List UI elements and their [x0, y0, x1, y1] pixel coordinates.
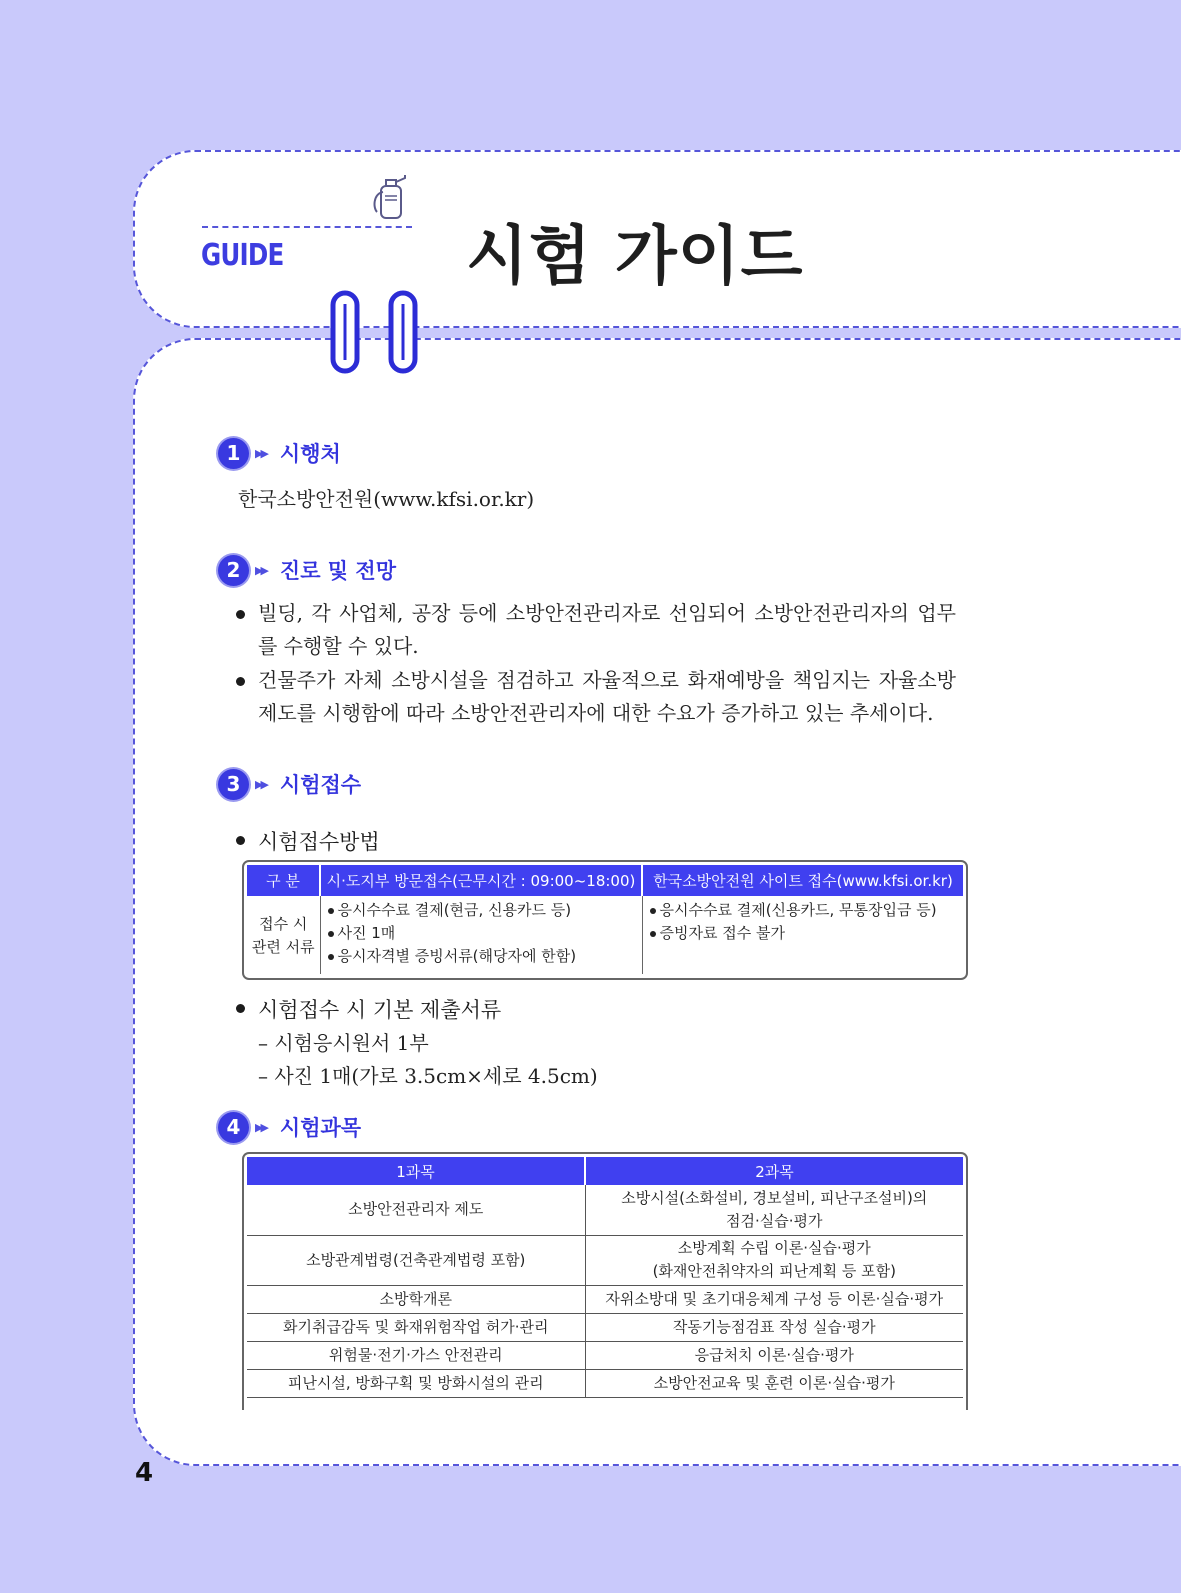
table-cell: 피난시설, 방화구획 및 방화시설의 관리 [247, 1369, 585, 1397]
table-cell [585, 1235, 963, 1285]
section-title: 진로 및 전망 [279, 559, 396, 583]
binder-ring-icon [330, 290, 360, 374]
list-item-text: 건물주가 자체 소방시설을 점검하고 자율적으로 화재예방을 책임지는 자율소방 제도를 시행함에 따라 소방안전관리자에 대한 수요가 증가하고 있는 추세이다. [258, 668, 956, 725]
document-item: – 시험응시원서 1부 [258, 1031, 429, 1055]
list-item: 응시수수료 결제(신용카드, 무통장입금 등) [644, 899, 963, 922]
subjects-table [242, 1152, 968, 1410]
binder-ring-icon [388, 290, 418, 374]
list-item-text: 시험접수방법 [258, 830, 380, 854]
cell-line: 소방계획 수립 이론·실습·평가 [677, 1239, 871, 1257]
section-number-badge: 1 [218, 438, 249, 469]
table-cell: 작동기능점검표 작성 실습·평가 [585, 1313, 963, 1341]
section-number-badge: 2 [218, 555, 249, 586]
table-cell [642, 896, 963, 974]
double-arrow-icon: ▶▶ [255, 777, 266, 791]
list-item-text: 빌딩, 각 사업체, 공장 등에 소방안전관리자로 선임되어 소방안전관리자의 업무를 수행할 수 있다. [258, 601, 956, 658]
bullet-icon [236, 836, 245, 845]
list-item: 응시수수료 결제(현금, 신용카드 등) [322, 899, 641, 922]
table-cell [320, 896, 642, 974]
double-arrow-icon: ▶▶ [255, 1120, 266, 1134]
list-item: 사진 1매 [322, 922, 641, 945]
document-item: – 사진 1매(가로 3.5cm×세로 4.5cm) [258, 1064, 598, 1088]
organization-text: 한국소방안전원(www.kfsi.or.kr) [238, 487, 535, 511]
guide-divider [202, 226, 412, 228]
row-label-line: 관련 서류 [251, 938, 315, 956]
table-row [247, 1341, 963, 1369]
table-row [247, 1235, 963, 1285]
list-item: 증빙자료 접수 불가 [644, 922, 963, 945]
table-row [247, 1313, 963, 1341]
table-cell: 소방안전교육 및 훈련 이론·실습·평가 [585, 1369, 963, 1397]
table-row-label [247, 896, 320, 974]
double-arrow-icon: ▶▶ [255, 563, 266, 577]
table-cell [585, 1185, 963, 1235]
cell-line: 소방시설(소화설비, 경보설비, 피난구조설비)의 [621, 1188, 928, 1207]
table-cell: 소방관계법령(건축관계법령 포함) [247, 1235, 585, 1285]
table-cell: 소방학개론 [247, 1285, 585, 1313]
section-title: 시험과목 [279, 1116, 362, 1140]
table-cell: 위험물·전기·가스 안전관리 [247, 1341, 585, 1369]
table-header: 시·도지부 방문접수(근무시간 : 09:00~18:00) [320, 865, 642, 896]
guide-label: GUIDE [201, 238, 284, 273]
section-heading-4 [218, 1111, 361, 1143]
fire-extinguisher-icon [371, 172, 411, 222]
table-cell: 화기취급감독 및 화재위험작업 허가·관리 [247, 1313, 585, 1341]
page-number: 4 [135, 1458, 154, 1488]
list-item: 응시자격별 증빙서류(해당자에 한함) [322, 945, 641, 968]
bullet-icon [236, 1004, 245, 1013]
list-item [236, 664, 956, 730]
double-arrow-icon: ▶▶ [255, 446, 266, 460]
table-header: 2과목 [585, 1157, 963, 1185]
table-cell: 자위소방대 및 초기대응체계 구성 등 이론·실습·평가 [585, 1285, 963, 1313]
table-row [247, 1285, 963, 1313]
cell-line: (화재안전취약자의 피난계획 등 포함) [652, 1262, 896, 1280]
page-title: 시험 가이드 [466, 220, 804, 294]
registration-table [242, 860, 968, 980]
section-title: 시행처 [279, 442, 341, 466]
cell-line: 점검·실습·평가 [726, 1211, 823, 1230]
table-header: 1과목 [247, 1157, 585, 1185]
bullet-icon [236, 677, 245, 686]
section-number-badge: 4 [218, 1112, 249, 1143]
list-item-text: 시험접수 시 기본 제출서류 [258, 998, 502, 1022]
table-header: 구 분 [247, 865, 320, 896]
list-item [236, 994, 501, 1024]
table-row [247, 1369, 963, 1397]
list-item [236, 826, 380, 856]
list-item [236, 597, 956, 663]
section-title: 시험접수 [279, 773, 362, 797]
section-heading-1 [218, 437, 341, 469]
section-heading-2 [218, 554, 396, 586]
bullet-icon [236, 610, 245, 619]
table-row [247, 1185, 963, 1235]
section-heading-3 [218, 768, 361, 800]
table-header: 한국소방안전원 사이트 접수(www.kfsi.or.kr) [642, 865, 963, 896]
row-label-line: 접수 시 [259, 915, 308, 933]
table-cell: 응급처치 이론·실습·평가 [585, 1341, 963, 1369]
table-cell: 소방안전관리자 제도 [247, 1185, 585, 1235]
section-number-badge: 3 [218, 769, 249, 800]
